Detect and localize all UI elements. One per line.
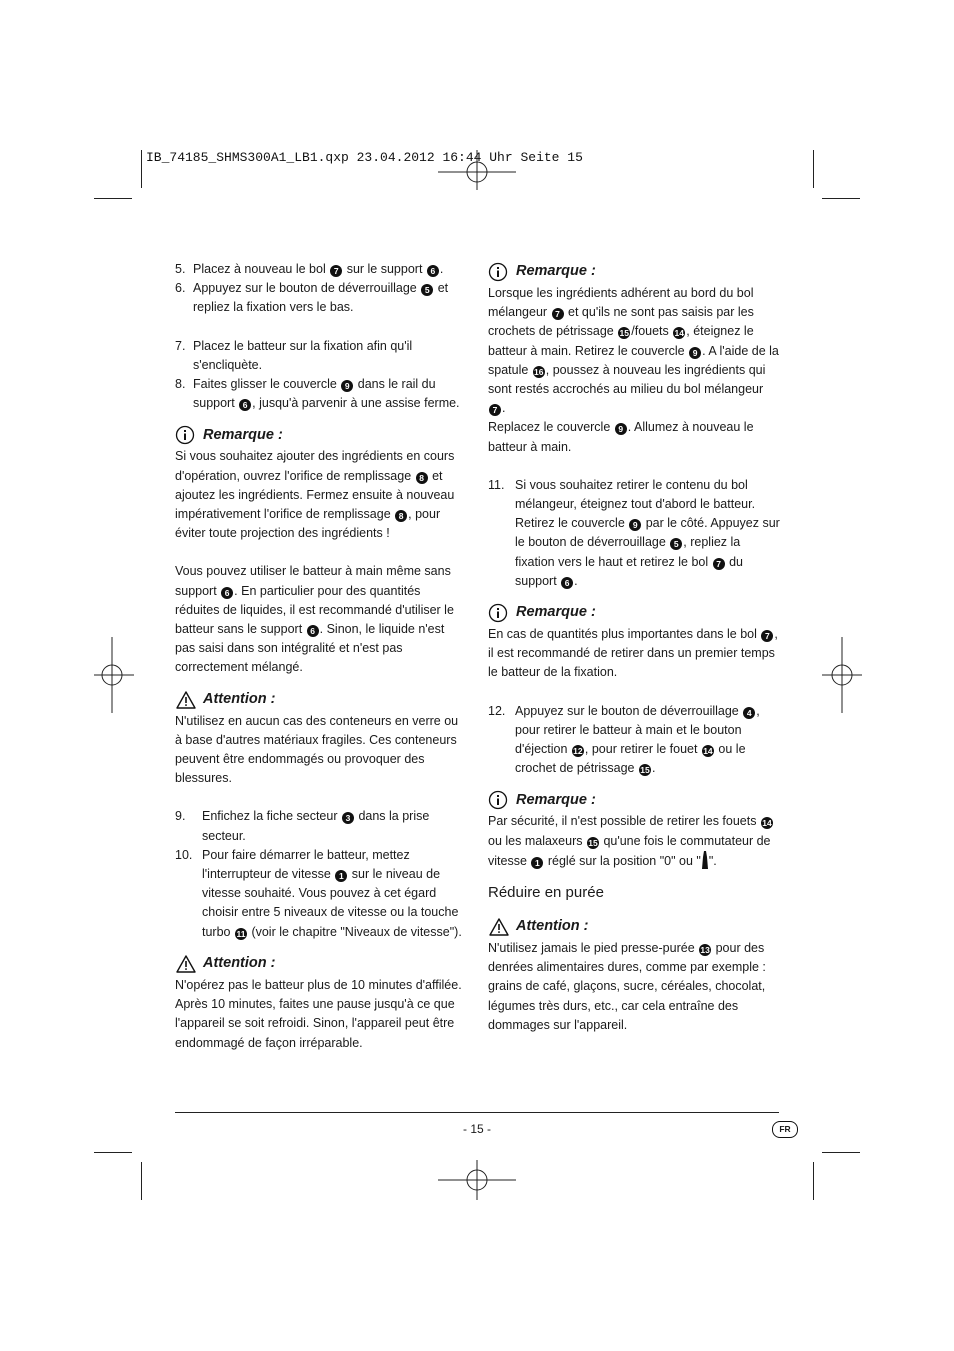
note-heading: Remarque : [488, 601, 780, 625]
part-number-badge: 7 [761, 630, 773, 642]
step-number: 5. [175, 262, 186, 276]
part-number-badge: 6 [427, 265, 439, 277]
part-number-badge: 1 [335, 870, 347, 882]
part-number-badge: 3 [342, 812, 354, 824]
warning-triangle-icon [175, 690, 197, 710]
info-icon [488, 262, 510, 282]
step-9: 9. Enfichez la fiche secteur 3 dans la prise secteur. [175, 807, 467, 845]
step-7: 7. Placez le batteur sur la fixation afin qu'il s'encliquète. [175, 337, 467, 375]
part-number-badge: 6 [221, 587, 233, 599]
part-number-badge: 15 [640, 765, 650, 776]
registration-mark-top [438, 150, 516, 190]
step-8: 8. Faites glisser le couvercle 9 dans le rail du support 6 , jusqu'à parvenir à une assise ferme. [175, 375, 467, 413]
right-column [488, 260, 780, 1035]
step-12: 12. Appuyez sur le bouton de déverrouillage 4 , pour retirer le batteur à main et le bouton d'éjection 12 , pour retirer le fouet 14 ou le crochet de pétrissage 15 . [488, 702, 780, 779]
crop-mark [141, 1162, 142, 1200]
part-number-badge: 9 [615, 423, 627, 435]
info-icon [175, 425, 197, 445]
turbo-symbol-icon [701, 851, 709, 871]
step-11: 11. Si vous souhaitez retirer le contenu du bol mélangeur, éteignez tout d'abord le batteur. Retirez le couvercle 9 par le côté. Appuyez sur le bouton de déverrouillage 5 , repliez la fixation vers le haut et retirez le bol 7 du support 6 . [488, 476, 780, 591]
section-title: Réduire en purée [488, 884, 604, 902]
attention-text: N'utilisez jamais le pied presse-purée 13 pour des denrées alimentaires dures, comme par exemple : grains de café, glaçons, sucre, céréales, chocolat, légumes très durs, etc., car cela entraîne des dommages sur l'appareil. [488, 941, 766, 1032]
part-number-badge: 14 [703, 746, 713, 757]
part-number-badge: 7 [552, 308, 564, 320]
crop-mark [813, 150, 814, 188]
note-heading: Remarque : [488, 788, 780, 812]
part-number-badge: 6 [307, 625, 319, 637]
crop-mark [822, 1152, 860, 1153]
note-text: Lorsque les ingrédients adhérent au bord du bol mélangeur 7 et qu'ils ne sont pas saisis par les crochets de pétrissage 15 /fouets 14 , éteignez le batteur à main. Retirez le couvercle 9 . A l'aide de la spatule 16 , poussez à nouveau les ingrédients qui sont restés accrochés au milieu du bol mélangeur 7 . [488, 286, 779, 416]
attention-heading: Attention : [175, 688, 467, 712]
attention-heading: Attention : [175, 952, 467, 976]
registration-mark-bottom [438, 1160, 516, 1200]
part-number-badge: 9 [629, 519, 641, 531]
language-badge: FR [772, 1121, 798, 1138]
crop-mark [813, 1162, 814, 1200]
note-heading: Remarque : [488, 260, 780, 284]
part-number-badge: 7 [489, 404, 501, 416]
note-heading: Remarque : [175, 423, 467, 447]
step-number: 10. [175, 847, 193, 862]
part-number-badge: 15 [588, 837, 598, 848]
note-text: En cas de quantités plus importantes dans le bol 7 , il est recommandé de retirer dans un premier temps le batteur de la fixation. [488, 627, 778, 680]
crop-mark [141, 150, 142, 188]
warning-triangle-icon [488, 917, 510, 937]
part-number-badge: 12 [573, 746, 583, 757]
step-10: 10. Pour faire démarrer le batteur, mettez l'interrupteur de vitesse 1 sur le niveau de vitesse souhaité. Vous pouvez à cet égard choisir entre 5 niveaux de vitesse ou la touche turbo 11 (voir le chapitre "Niveaux de vitesse"). [175, 846, 467, 942]
note-text: Si vous souhaitez ajouter des ingrédients en cours d'opération, ouvrez l'orifice de remplissage 8 et ajoutez les ingrédients. Fermez ensuite à nouveau impérativement l'orifice de remplissage 8 , pour éviter toute projection des ingrédients ! [175, 449, 455, 541]
crop-mark [94, 198, 132, 199]
step-number: 9. [175, 809, 186, 824]
step-number: 11. [488, 477, 505, 492]
note-text: Replacez le couvercle 9 . Allumez à nouveau le batteur à main. [488, 420, 754, 454]
part-number-badge: 16 [534, 366, 544, 377]
step-number: 8. [175, 377, 186, 392]
file-slug: IB_74185_SHMS300A1_LB1.qxp 23.04.2012 16:44 Uhr Seite 15 [146, 150, 583, 165]
step-5: 5. Placez à nouveau le bol 7 sur le support 6 . [175, 260, 467, 279]
part-number-badge: 6 [561, 577, 573, 589]
page-number: - 15 - [462, 1122, 491, 1136]
step-number: 12. [488, 703, 506, 718]
part-number-badge: 8 [395, 510, 407, 522]
note-text: Vous pouvez utiliser le batteur à main même sans support 6 . En particulier pour des quantités réduites de liquides, il est recommandé d'utiliser le batteur sans le support 6 . Sinon, le liquide n'est pas saisi dans son intégralité et n'est pas correctement mélangé. [175, 564, 454, 675]
attention-text: N'opérez pas le batteur plus de 10 minutes d'affilée. Après 10 minutes, faites une pause jusqu'à ce que l'appareil se soit refroidi. Sinon, l'appareil peut être endommagé de façon irréparable. [175, 977, 462, 1050]
crop-mark [94, 1152, 132, 1153]
note-text: Par sécurité, il n'est possible de retirer les fouets 14 ou les malaxeurs 15 qu'une fois le commutateur de vitesse 1 réglé sur la position "0" ou " ". [488, 812, 780, 871]
registration-mark-left [94, 637, 134, 713]
info-icon [488, 603, 510, 623]
part-number-badge: 7 [330, 265, 342, 277]
warning-triangle-icon [175, 954, 197, 974]
part-number-badge: 5 [421, 284, 433, 296]
part-number-badge: 9 [341, 380, 353, 392]
part-number-badge: 14 [674, 328, 684, 339]
part-number-badge: 5 [670, 538, 682, 550]
info-icon [488, 790, 510, 810]
part-number-badge: 11 [236, 928, 246, 939]
part-number-badge: 14 [762, 818, 772, 829]
attention-text: N'utilisez en aucun cas des conteneurs en verre ou à base d'autres matériaux fragiles. Ces conteneurs peuvent être endommagés ou provoquer des blessures. [175, 713, 459, 786]
left-column [175, 260, 467, 1053]
step-number: 7. [175, 338, 186, 353]
registration-mark-right [822, 637, 862, 713]
part-number-badge: 13 [700, 945, 710, 956]
attention-heading: Attention : [488, 915, 780, 939]
part-number-badge: 7 [713, 558, 725, 570]
part-number-badge: 9 [689, 347, 701, 359]
part-number-badge: 6 [239, 399, 251, 411]
part-number-badge: 1 [531, 857, 543, 869]
step-number: 6. [175, 281, 186, 296]
step-6: 6. Appuyez sur le bouton de déverrouillage 5 et repliez la fixation vers le bas. [175, 279, 467, 317]
crop-mark [822, 198, 860, 199]
part-number-badge: 8 [416, 472, 428, 484]
part-number-badge: 15 [619, 328, 629, 339]
footer-rule [175, 1112, 779, 1113]
part-number-badge: 4 [743, 707, 755, 719]
